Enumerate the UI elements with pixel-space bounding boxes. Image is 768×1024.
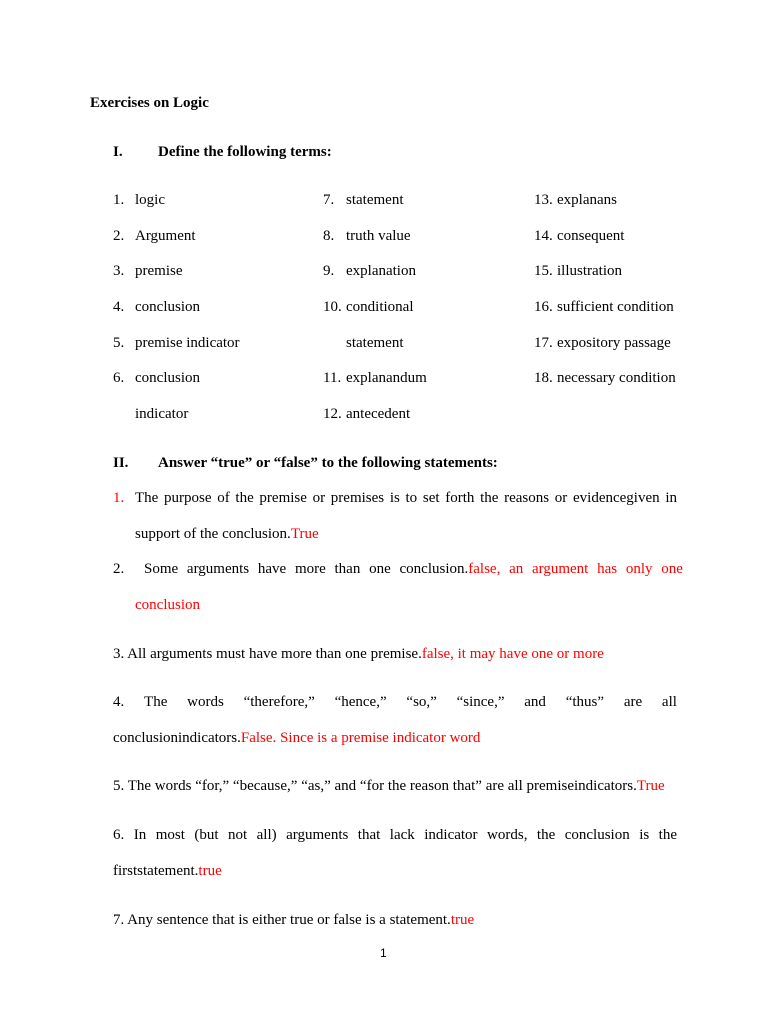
term-number: 11. (323, 370, 342, 386)
term-number: 18. (534, 370, 553, 386)
question-2-line-1 (144, 560, 683, 578)
term-text: statement (346, 192, 404, 208)
term-text: conclusion (135, 299, 200, 315)
section-1-numeral: I. (113, 144, 123, 160)
term-number: 1. (113, 192, 125, 208)
term-number: 5. (113, 335, 125, 351)
term-number: 9. (323, 263, 335, 279)
question-2-answer: false, an argument has only one (468, 561, 683, 577)
section-1-heading: Define the following terms: (158, 144, 332, 160)
question-1-number: 1. (113, 490, 125, 506)
question-5-answer: True (636, 778, 665, 794)
term-number: 8. (323, 228, 335, 244)
question-2-text: Some arguments have more than one conclusion. (144, 561, 469, 577)
term-text: explanans (557, 192, 617, 208)
question-3-answer: false, it may have one or more (421, 646, 604, 662)
term-number: 14. (534, 228, 553, 244)
term-number: 4. (113, 299, 125, 315)
term-text: illustration (557, 263, 622, 279)
q4-word: all (661, 694, 677, 710)
term-text: premise (135, 263, 183, 279)
question-2-number: 2. (113, 561, 125, 577)
term-text: expository passage (557, 335, 671, 351)
term-number: 15. (534, 263, 553, 279)
term-text: sufficient condition (557, 299, 674, 315)
q4-word: “since,” (456, 694, 505, 710)
question-5-text: 5. The words “for,” “because,” “as,” and “for the reason that” are all premiseindicators. (113, 778, 637, 794)
term-number: 12. (323, 406, 342, 422)
page-number: 1 (380, 946, 387, 960)
term-text: conclusion (135, 370, 200, 386)
term-text: explanandum (346, 370, 427, 386)
question-2-answer-cont: conclusion (135, 597, 200, 613)
term-text: truth value (346, 228, 411, 244)
question-6-line-2 (113, 862, 222, 880)
q4-word: “so,” (406, 694, 437, 710)
section-2-heading: Answer “true” or “false” to the following statements: (158, 455, 498, 471)
question-5 (113, 777, 665, 795)
question-3 (113, 645, 604, 663)
question-1-answer: True (290, 526, 319, 542)
q4-word: and (524, 694, 546, 710)
term-text: statement (346, 335, 404, 351)
question-7-answer: true (450, 912, 475, 928)
question-7 (113, 911, 474, 929)
question-4-line-1 (113, 693, 677, 711)
term-number: 6. (113, 370, 125, 386)
term-text: explanation (346, 263, 416, 279)
question-6-line-1: 6. In most (but not all) arguments that lack indicator words, the conclusion is the (113, 827, 677, 843)
question-1-text: support of the conclusion. (135, 526, 291, 542)
term-text: consequent (557, 228, 625, 244)
term-text: antecedent (346, 406, 411, 422)
question-6-answer: true (198, 863, 222, 879)
question-1-line-2 (135, 525, 319, 543)
q4-word: “hence,” (334, 694, 387, 710)
question-1-line-1: The purpose of the premise or premises is to set forth the reasons or evidencegiven in (135, 490, 677, 506)
term-number: 2. (113, 228, 125, 244)
question-4-line-2 (113, 729, 480, 747)
term-text: premise indicator (135, 335, 240, 351)
term-number: 7. (323, 192, 335, 208)
document-title: Exercises on Logic (90, 95, 209, 111)
section-2-numeral: II. (113, 455, 129, 471)
q4-word: are (623, 694, 643, 710)
term-number: 17. (534, 335, 553, 351)
question-3-text: 3. All arguments must have more than one premise. (113, 646, 422, 662)
q4-word: words (187, 694, 224, 710)
term-text: conditional (346, 299, 414, 315)
question-4-text: conclusionindicators. (113, 730, 241, 746)
term-text: Argument (135, 228, 196, 244)
term-text: indicator (135, 406, 189, 422)
term-text: logic (135, 192, 165, 208)
term-number: 3. (113, 263, 125, 279)
q4-word: The (144, 694, 168, 710)
question-6-text: firststatement. (113, 863, 199, 879)
term-number: 10. (323, 299, 342, 315)
q4-word: 4. (113, 694, 125, 710)
q4-word: “thus” (565, 694, 605, 710)
question-4-answer: False. Since is a premise indicator word (240, 730, 481, 746)
question-7-text: 7. Any sentence that is either true or false is a statement. (113, 912, 451, 928)
term-text: necessary condition (557, 370, 676, 386)
term-number: 13. (534, 192, 553, 208)
q4-word: “therefore,” (243, 694, 315, 710)
term-number: 16. (534, 299, 553, 315)
